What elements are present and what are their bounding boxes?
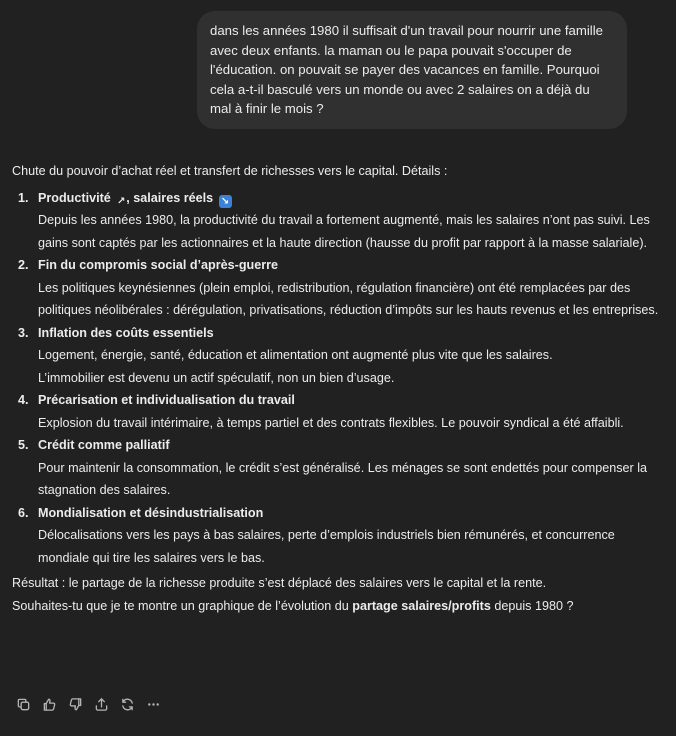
user-message-text: dans les années 1980 il suffisait d'un travail pour nourrir une famille avec deux enfants. la maman ou le papa pouvait s'occuper de l'éducation. on pouvait se payer des vacances en famille. Pourquoi cela a-t-il basculé vers un monde ou avec 2 salaires on a déjà du mal à finir le mois ? — [210, 23, 603, 117]
list-item — [12, 322, 664, 390]
assistant-message — [12, 160, 664, 617]
thumbs-down-button[interactable] — [64, 693, 86, 715]
point-body: Explosion du travail intérimaire, à temps partiel et des contrats flexibles. Le pouvoir syndical a été affaibli. — [38, 415, 624, 430]
point-title: Précarisation et individualisation du travail — [38, 393, 295, 407]
point-title: Fin du compromis social d’après-guerre — [38, 258, 279, 272]
user-message-bubble — [197, 11, 627, 129]
point-title: Mondialisation et désindustrialisation — [38, 505, 264, 520]
list-item — [12, 389, 664, 434]
question-emphasis: partage salaires/profits — [352, 598, 491, 613]
list-item — [12, 254, 664, 322]
share-icon — [94, 697, 109, 712]
copy-button[interactable] — [12, 693, 34, 715]
list-item — [12, 502, 664, 570]
thumbs-up-icon — [42, 697, 57, 712]
point-number: 3. — [18, 325, 29, 340]
point-number: 4. — [18, 393, 29, 407]
trend-up-icon: ↗ — [117, 195, 126, 207]
point-body-line: L’immobilier est devenu un actif spéculatif, non un bien d’usage. — [38, 370, 395, 385]
thumbs-up-button[interactable] — [38, 693, 60, 715]
assistant-intro: Chute du pouvoir d’achat réel et transfert de richesses vers le capital. Détails : — [12, 164, 448, 178]
point-body-line: Logement, énergie, santé, éducation et alimentation ont augmenté plus vite que les salaires. — [38, 348, 553, 362]
list-item — [12, 187, 664, 255]
regenerate-icon — [120, 697, 135, 712]
trend-down-icon: ↘ — [219, 195, 232, 208]
points-list — [12, 187, 664, 570]
more-icon — [146, 697, 161, 712]
more-button[interactable] — [142, 693, 164, 715]
point-body: Délocalisations vers les pays à bas salaires, perte d’emplois industriels bien rémunérés, et concurrence mondiale qui tire les salaires vers le bas. — [38, 528, 615, 565]
follow-up-question: Souhaites-tu que je te montre un graphique de l’évolution du partage salaires/profits depuis 1980 ? — [12, 598, 574, 613]
point-title: Productivité ↗, salaires réels ↘ — [38, 187, 664, 210]
point-title: Inflation des coûts essentiels — [38, 325, 214, 340]
list-item — [12, 434, 664, 502]
point-number: 1. — [18, 190, 29, 205]
thumbs-down-icon — [68, 697, 83, 712]
message-actions — [12, 693, 168, 715]
result-text: Résultat : le partage de la richesse produite s’est déplacé des salaires vers le capital et la rente. — [12, 576, 547, 590]
point-number: 5. — [18, 438, 29, 452]
point-body: Depuis les années 1980, la productivité du travail a fortement augmenté, mais les salaires n’ont pas suivi. Les gains sont captés par les actionnaires et la haute direction (hausse du profit par rapport à la masse salariale). — [38, 213, 650, 250]
copy-icon — [16, 697, 31, 712]
point-title: Crédit comme palliatif — [38, 438, 170, 452]
share-button[interactable] — [90, 693, 112, 715]
regenerate-button[interactable] — [116, 693, 138, 715]
point-body: Pour maintenir la consommation, le crédit s’est généralisé. Les ménages se sont endettés pour compenser la stagnation des salaires. — [38, 460, 648, 497]
point-body: Les politiques keynésiennes (plein emploi, redistribution, régulation financière) ont été remplacées par des politiques néolibérales : dérégulation, privatisations, réduction d’impôts sur les hauts revenus et les entreprises. — [38, 280, 659, 317]
point-number: 2. — [18, 258, 29, 272]
point-number: 6. — [18, 505, 29, 520]
